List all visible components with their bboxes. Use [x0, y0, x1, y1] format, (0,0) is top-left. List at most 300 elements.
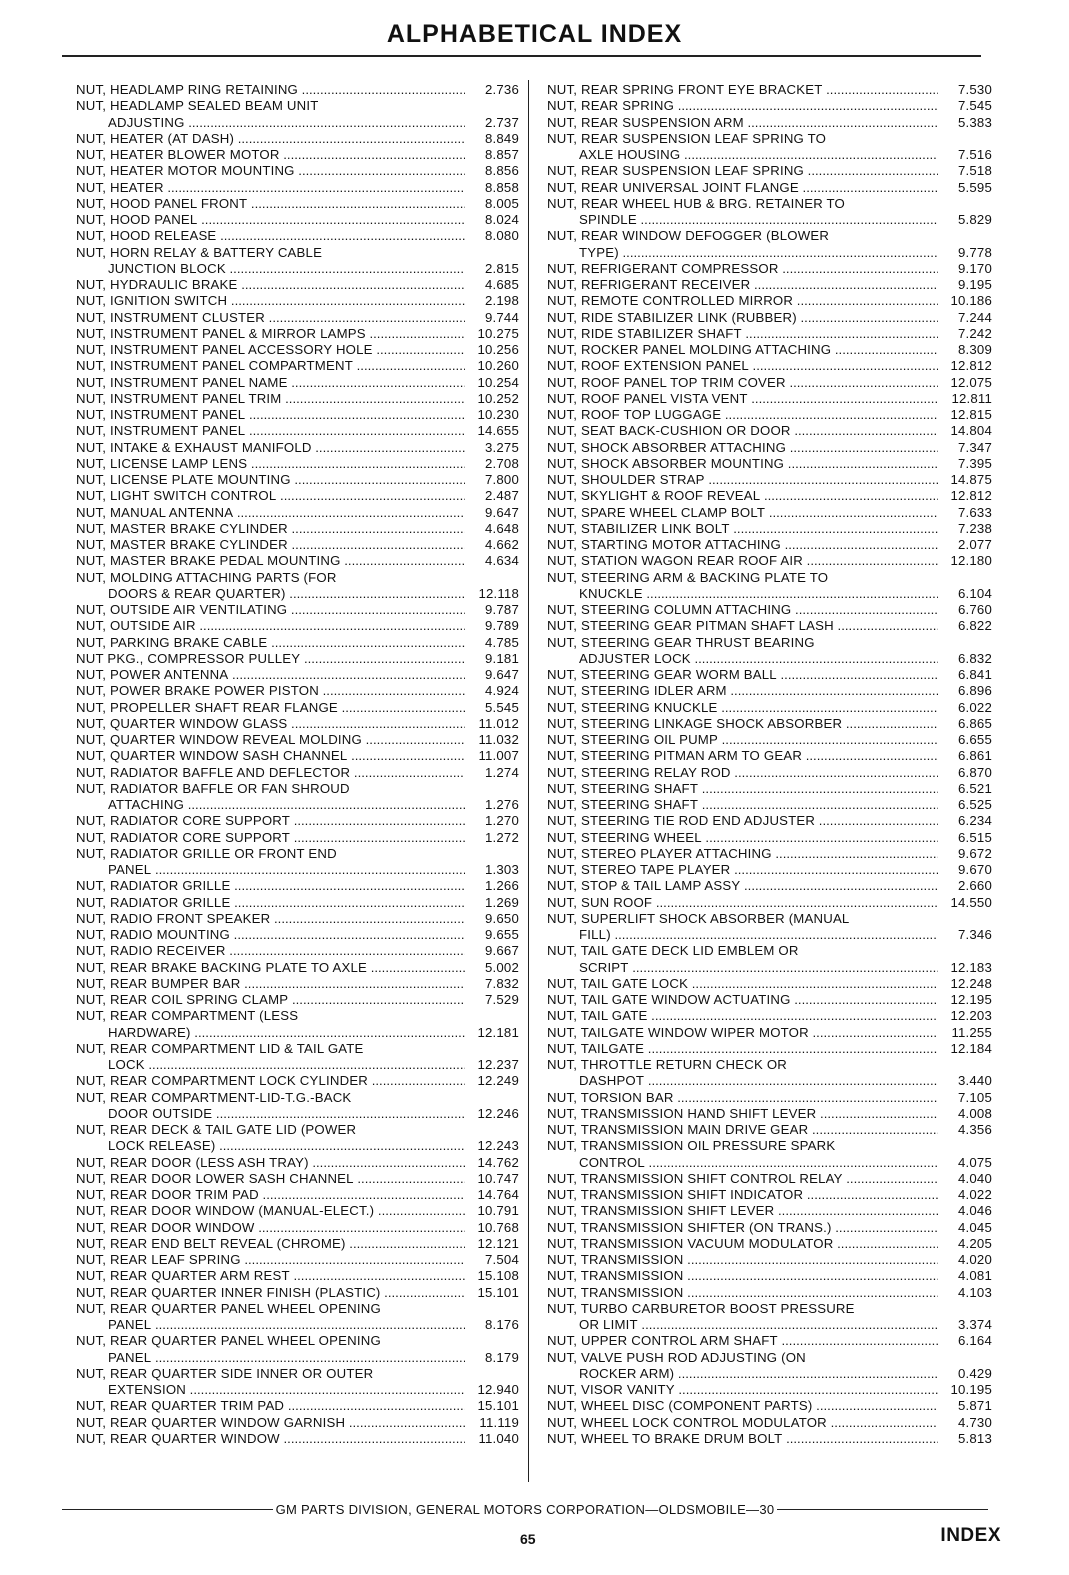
entry-reference-number: 5.545 [484, 699, 519, 715]
index-entry [547, 1187, 992, 1203]
index-entry [547, 488, 992, 504]
entry-reference-number: 8.858 [484, 179, 519, 195]
entry-description [547, 505, 938, 521]
index-entry [76, 1268, 519, 1284]
entry-text-line: NUT, HEATER ..... [76, 180, 465, 196]
entry-description [547, 277, 938, 293]
index-entry [76, 553, 519, 569]
entry-reference-number: 12.181 [477, 1024, 519, 1040]
entry-reference-number: 6.515 [957, 829, 992, 845]
entry-reference-number: 9.670 [957, 862, 992, 877]
index-entry [547, 765, 992, 781]
entry-reference-number: 7.504 [484, 1252, 519, 1267]
entry-reference-number: 11.119 [479, 1414, 519, 1430]
entry-text-line: PANEL ..... [76, 1350, 465, 1366]
entry-description [547, 1252, 938, 1268]
index-entry [76, 228, 519, 244]
entry-text-line: NUT, RIDE STABILIZER LINK (RUBBER) ..... [547, 310, 938, 326]
entry-reference-number: 6.870 [957, 764, 992, 780]
entry-text-line: NUT, SKYLIGHT & ROOF REVEAL ..... [547, 488, 938, 504]
index-entry [76, 1301, 519, 1334]
entry-text-line: NUT, STOP & TAIL LAMP ASSY ..... [547, 878, 938, 894]
entry-reference-number: 10.768 [477, 1219, 519, 1235]
index-entry [547, 1301, 992, 1334]
entry-description [76, 651, 465, 667]
entry-text-line: NUT, STEERING OIL PUMP ..... [547, 732, 938, 748]
index-entry [76, 911, 519, 927]
entry-text-line: NUT, INSTRUMENT CLUSTER ..... [76, 310, 465, 326]
entry-description [547, 228, 938, 261]
entry-text-line: NUT, HEATER BLOWER MOTOR ..... [76, 147, 465, 163]
entry-description [76, 830, 465, 846]
entry-text-line: NUT, REAR SPRING FRONT EYE BRACKET ..... [547, 82, 938, 98]
entry-reference-number: 1.270 [484, 813, 519, 829]
entry-description [76, 618, 465, 634]
entry-text-line: NUT, TAILGATE ..... [547, 1041, 938, 1057]
entry-reference-number: 12.812 [950, 488, 992, 504]
entry-text-line: NUT, STEREO PLAYER ATTACHING ..... [547, 846, 938, 862]
entry-reference-number: 8.849 [484, 130, 519, 146]
index-entry [76, 635, 519, 651]
entry-reference-number: 4.205 [957, 1235, 992, 1251]
entry-description [76, 440, 465, 456]
entry-reference-number: 7.346 [957, 927, 992, 942]
index-entry [76, 1155, 519, 1171]
entry-reference-number: 7.545 [957, 98, 992, 114]
entry-text-line: NUT, REAR QUARTER WINDOW ..... [76, 1431, 465, 1447]
entry-reference-number: 8.176 [484, 1317, 519, 1332]
entry-reference-number: 4.046 [957, 1203, 992, 1219]
entry-text-line: TYPE) ..... [547, 245, 938, 261]
entry-text-line: NUT, REAR QUARTER SIDE INNER OR OUTER [76, 1365, 374, 1381]
entry-text-line: LOCK RELEASE) ..... [76, 1138, 465, 1154]
index-entry [547, 358, 992, 374]
index-entry [76, 391, 519, 407]
entry-text-line: NUT, STEERING RELAY ROD ..... [547, 765, 938, 781]
index-entry [547, 1041, 992, 1057]
index-entry [547, 261, 992, 277]
entry-reference-number: 12.075 [950, 374, 992, 390]
entry-description [547, 1008, 938, 1024]
index-entry [76, 212, 519, 228]
index-entry [547, 1025, 992, 1041]
entry-text-line: NUT, STEERING GEAR PITMAN SHAFT LASH ..... [547, 618, 938, 634]
index-entry [76, 196, 519, 212]
entry-text-line: NUT, HOOD PANEL FRONT ..... [76, 196, 465, 212]
index-entry [76, 245, 519, 278]
index-entry [76, 131, 519, 147]
index-entry [76, 781, 519, 814]
entry-description [76, 732, 465, 748]
entry-text-line: AXLE HOUSING ..... [547, 147, 938, 163]
entry-description [547, 293, 938, 309]
index-entry [76, 505, 519, 521]
entry-description [547, 391, 938, 407]
entry-text-line: NUT, STEERING GEAR WORM BALL ..... [547, 667, 938, 683]
entry-reference-number: 2.660 [957, 878, 992, 894]
entry-description [547, 1138, 938, 1171]
right-index-column [547, 82, 992, 1447]
entry-text-line: EXTENSION ..... [76, 1382, 465, 1398]
entry-reference-number: 5.595 [957, 179, 992, 195]
entry-text-line: NUT, RADIATOR CORE SUPPORT ..... [76, 813, 465, 829]
entry-text-line: NUT, REAR QUARTER WINDOW GARNISH ..... [76, 1415, 465, 1431]
entry-text-line: NUT, TURBO CARBURETOR BOOST PRESSURE [547, 1300, 855, 1316]
entry-reference-number: 11.255 [951, 1024, 992, 1040]
entry-text-line: NUT, TRANSMISSION ..... [547, 1268, 938, 1284]
index-entry [547, 521, 992, 537]
entry-reference-number: 2.198 [484, 293, 519, 309]
index-entry [547, 683, 992, 699]
index-entry [76, 293, 519, 309]
entry-reference-number: 9.647 [484, 667, 519, 682]
entry-reference-number: 14.764 [477, 1187, 519, 1202]
entry-reference-number: 7.395 [957, 455, 992, 471]
index-entry [547, 878, 992, 894]
entry-text-line: NUT, ROOF PANEL VISTA VENT ..... [547, 391, 938, 407]
entry-text-line: NUT, SUPERLIFT SHOCK ABSORBER (MANUAL [547, 910, 850, 926]
entry-reference-number: 9.789 [484, 618, 519, 634]
entry-text-line: NUT, VALVE PUSH ROD ADJUSTING (ON [547, 1349, 806, 1365]
index-entry [547, 781, 992, 797]
entry-description [547, 602, 938, 618]
entry-text-line: NUT, MASTER BRAKE PEDAL MOUNTING ..... [76, 553, 465, 569]
entry-description [547, 570, 938, 603]
index-entry [76, 1122, 519, 1155]
entry-description [76, 1252, 465, 1268]
entry-description [547, 163, 938, 179]
entry-text-line: NUT, RADIATOR BAFFLE OR FAN SHROUD [76, 780, 350, 796]
entry-reference-number: 5.813 [957, 1430, 992, 1446]
index-entry [547, 1398, 992, 1414]
entry-description [76, 245, 465, 278]
entry-text-line: NUT, STEERING TIE ROD END ADJUSTER ..... [547, 813, 938, 829]
entry-description [547, 488, 938, 504]
entry-text-line: NUT, REAR DECK & TAIL GATE LID (POWER [76, 1122, 357, 1137]
entry-description [547, 1236, 938, 1252]
entry-text-line: NUT, REAR WHEEL HUB & BRG. RETAINER TO [547, 195, 846, 211]
index-entry [76, 943, 519, 959]
entry-reference-number: 12.243 [477, 1138, 519, 1154]
entry-text-line: NUT, STEERING ARM & BACKING PLATE TO [547, 569, 829, 585]
footer-rule-right [777, 1509, 988, 1510]
page-title: ALPHABETICAL INDEX [386, 20, 683, 48]
entry-description [547, 1220, 938, 1236]
index-entry [547, 1008, 992, 1024]
index-entry [547, 1171, 992, 1187]
entry-reference-number: 11.012 [478, 715, 519, 731]
entry-text-line: LOCK ..... [76, 1057, 465, 1073]
index-entry [547, 1431, 992, 1447]
entry-reference-number: 12.203 [950, 1008, 992, 1024]
entry-reference-number: 12.811 [951, 390, 992, 406]
entry-description [76, 878, 465, 894]
entry-reference-number: 10.791 [477, 1203, 519, 1219]
index-entry [76, 895, 519, 911]
entry-description [76, 602, 465, 618]
entry-description [547, 992, 938, 1008]
entry-description [547, 1122, 938, 1138]
entry-description [547, 846, 938, 862]
entry-description [547, 797, 938, 813]
entry-text-line: NUT, LIGHT SWITCH CONTROL ..... [76, 488, 465, 504]
index-entry [76, 651, 519, 667]
entry-reference-number: 7.238 [957, 520, 992, 536]
entry-reference-number: 3.440 [957, 1073, 992, 1089]
entry-text-line: ADJUSTER LOCK ..... [547, 651, 938, 667]
index-entry [76, 1236, 519, 1252]
entry-description [76, 375, 465, 391]
entry-reference-number: 4.924 [484, 683, 519, 699]
section-label: INDEX [940, 1525, 1001, 1546]
entry-description [547, 1057, 938, 1090]
entry-description [76, 716, 465, 732]
entry-text-line: NUT, MOLDING ATTACHING PARTS (FOR [76, 569, 337, 585]
index-entry [547, 131, 992, 164]
entry-description [76, 1203, 465, 1219]
index-entry [547, 293, 992, 309]
index-entry [547, 862, 992, 878]
entry-description [76, 911, 465, 927]
index-entry [547, 82, 992, 98]
entry-text-line: NUT, STEERING SHAFT ..... [547, 781, 938, 797]
entry-reference-number: 4.730 [957, 1414, 992, 1430]
index-entry [76, 813, 519, 829]
entry-description [76, 1073, 465, 1089]
entry-text-line: NUT, INSTRUMENT PANEL ..... [76, 407, 465, 423]
index-entry [76, 1252, 519, 1268]
entry-description [547, 1268, 938, 1284]
index-entry [547, 1268, 992, 1284]
entry-description [76, 212, 465, 228]
entry-reference-number: 12.118 [478, 585, 519, 601]
entry-reference-number: 12.812 [950, 358, 992, 374]
entry-reference-number: 8.005 [484, 195, 519, 211]
entry-description [547, 943, 938, 976]
entry-description [76, 342, 465, 358]
entry-reference-number: 12.195 [950, 992, 992, 1007]
entry-reference-number: 6.234 [957, 813, 992, 829]
entry-description [547, 326, 938, 342]
index-entry [547, 1333, 992, 1349]
entry-text-line: NUT, SUN ROOF ..... [547, 895, 938, 911]
page-number: 65 [520, 1531, 536, 1547]
entry-description [76, 391, 465, 407]
index-entry [76, 667, 519, 683]
entry-text-line: NUT, REAR COMPARTMENT LOCK CYLINDER ..... [76, 1073, 465, 1089]
entry-text-line: NUT, WHEEL TO BRAKE DRUM BOLT ..... [547, 1431, 938, 1447]
entry-description [76, 82, 465, 98]
entry-description [76, 1090, 465, 1123]
entry-reference-number: 6.832 [957, 650, 992, 666]
entry-description [547, 131, 938, 164]
entry-text-line: NUT, SHOULDER STRAP ..... [547, 472, 938, 488]
entry-text-line: NUT, TRANSMISSION SHIFT LEVER ..... [547, 1203, 938, 1219]
index-entry [547, 1236, 992, 1252]
entry-reference-number: 6.525 [957, 797, 992, 812]
entry-text-line: NUT, TRANSMISSION HAND SHIFT LEVER ..... [547, 1106, 938, 1122]
entry-reference-number: 8.024 [484, 212, 519, 227]
entry-text-line: NUT, TRANSMISSION SHIFT CONTROL RELAY ..... [547, 1171, 938, 1187]
entry-text-line: NUT, HORN RELAY & BATTERY CABLE [76, 244, 323, 260]
entry-reference-number: 6.655 [957, 732, 992, 747]
index-entry [76, 1187, 519, 1203]
entry-text-line: NUT, RADIATOR GRILLE ..... [76, 878, 465, 894]
entry-reference-number: 4.103 [957, 1284, 992, 1300]
entry-reference-number: 6.865 [957, 715, 992, 731]
entry-description [76, 521, 465, 537]
entry-text-line: NUT, INTAKE & EXHAUST MANIFOLD ..... [76, 440, 465, 456]
entry-text-line: NUT, REAR SUSPENSION LEAF SPRING ..... [547, 163, 938, 179]
index-entry [547, 1415, 992, 1431]
index-entry [547, 1220, 992, 1236]
index-entry [547, 98, 992, 114]
index-entry [76, 846, 519, 879]
entry-text-line: DASHPOT ..... [547, 1073, 938, 1089]
index-entry [547, 667, 992, 683]
entry-reference-number: 6.896 [957, 683, 992, 699]
entry-description [547, 765, 938, 781]
index-entry [76, 423, 519, 439]
entry-text-line: NUT, ROOF PANEL TOP TRIM COVER ..... [547, 375, 938, 391]
entry-reference-number: 1.269 [484, 894, 519, 910]
index-entry [547, 797, 992, 813]
index-entry [547, 716, 992, 732]
entry-text-line: NUT, REAR DOOR WINDOW (MANUAL-ELECT.) ..... [76, 1203, 465, 1219]
entry-reference-number: 4.075 [957, 1154, 992, 1170]
entry-description [76, 927, 465, 943]
index-entry [547, 911, 992, 944]
index-entry [547, 342, 992, 358]
entry-reference-number: 6.022 [957, 699, 992, 715]
index-entry [76, 1008, 519, 1041]
index-entry [76, 488, 519, 504]
index-entry [76, 618, 519, 634]
entry-text-line: JUNCTION BLOCK ..... [76, 261, 465, 277]
entry-reference-number: 12.249 [477, 1073, 519, 1089]
entry-reference-number: 7.529 [484, 992, 519, 1007]
entry-reference-number: 1.274 [484, 764, 519, 780]
index-entry [547, 943, 992, 976]
entry-text-line: NUT, REMOTE CONTROLLED MIRROR ..... [547, 293, 938, 309]
entry-text-line: ROCKER ARM) ..... [547, 1366, 938, 1382]
entry-text-line: NUT, REAR QUARTER TRIM PAD ..... [76, 1398, 465, 1414]
entry-description [547, 1415, 938, 1431]
entry-text-line: NUT, HEATER MOTOR MOUNTING ..... [76, 163, 465, 179]
entry-description [76, 1366, 465, 1399]
index-entry [547, 180, 992, 196]
entry-reference-number: 4.022 [957, 1187, 992, 1202]
entry-text-line: NUT, PARKING BRAKE CABLE ..... [76, 635, 465, 651]
index-entry [76, 960, 519, 976]
entry-description [547, 1090, 938, 1106]
index-entry [76, 1366, 519, 1399]
entry-description [76, 131, 465, 147]
entry-reference-number: 14.875 [950, 472, 992, 487]
index-entry [547, 326, 992, 342]
entry-text-line: NUT, REAR QUARTER PANEL WHEEL OPENING [76, 1300, 381, 1316]
entry-reference-number: 7.347 [957, 439, 992, 455]
index-entry [76, 1041, 519, 1074]
entry-description [547, 635, 938, 668]
entry-reference-number: 2.815 [484, 260, 519, 276]
entry-reference-number: 9.650 [484, 910, 519, 926]
index-entry [76, 537, 519, 553]
entry-text-line: NUT, STEREO TAPE PLAYER ..... [547, 862, 938, 878]
entry-description [76, 1333, 465, 1366]
index-entry [76, 992, 519, 1008]
index-entry [547, 553, 992, 569]
entry-description [76, 570, 465, 603]
entry-description [76, 976, 465, 992]
entry-description [547, 781, 938, 797]
entry-description [76, 407, 465, 423]
entry-reference-number: 8.856 [484, 163, 519, 179]
entry-text-line: NUT, LICENSE PLATE MOUNTING ..... [76, 472, 465, 488]
entry-text-line: NUT, HOOD RELEASE ..... [76, 228, 465, 244]
entry-text-line: NUT, REAR SPRING ..... [547, 98, 938, 114]
entry-description [76, 1155, 465, 1171]
index-entry [547, 700, 992, 716]
entry-text-line: NUT, INSTRUMENT PANEL COMPARTMENT ..... [76, 358, 465, 374]
entry-reference-number: 5.871 [957, 1398, 992, 1414]
entry-description [547, 830, 938, 846]
entry-description [76, 456, 465, 472]
index-entry [547, 407, 992, 423]
entry-description [547, 115, 938, 131]
entry-text-line: NUT, INSTRUMENT PANEL ..... [76, 423, 465, 439]
entry-reference-number: 4.356 [957, 1122, 992, 1137]
index-entry [76, 407, 519, 423]
entry-text-line: NUT, SEAT BACK-CUSHION OR DOOR ..... [547, 423, 938, 439]
entry-description [76, 1415, 465, 1431]
entry-description [76, 228, 465, 244]
entry-description [547, 862, 938, 878]
entry-text-line: NUT, REAR QUARTER PANEL WHEEL OPENING [76, 1333, 381, 1349]
entry-description [76, 196, 465, 212]
entry-description [547, 1333, 938, 1349]
column-divider [528, 80, 529, 1482]
entry-text-line: SPINDLE ..... [547, 212, 938, 228]
entry-description [547, 456, 938, 472]
entry-description [76, 1220, 465, 1236]
entry-reference-number: 9.181 [484, 650, 519, 666]
entry-text-line: NUT, RADIATOR CORE SUPPORT ..... [76, 830, 465, 846]
entry-text-line: NUT, TAIL GATE LOCK ..... [547, 976, 938, 992]
entry-text-line: NUT, REAR COMPARTMENT (LESS [76, 1008, 299, 1024]
entry-reference-number: 12.237 [477, 1057, 519, 1072]
entry-description [76, 277, 465, 293]
entry-reference-number: 8.080 [484, 228, 519, 244]
entry-description [547, 895, 938, 911]
entry-description [76, 748, 465, 764]
index-entry [547, 732, 992, 748]
entry-text-line: NUT, STEERING PITMAN ARM TO GEAR ..... [547, 748, 938, 764]
entry-text-line: NUT, SPARE WHEEL CLAMP BOLT ..... [547, 505, 938, 521]
entry-text-line: NUT, PROPELLER SHAFT REAR FLANGE ..... [76, 700, 465, 716]
entry-text-line: NUT, REAR COMPARTMENT-LID-T.G.-BACK [76, 1089, 352, 1105]
index-entry [76, 472, 519, 488]
entry-reference-number: 10.254 [477, 374, 519, 390]
entry-description [76, 846, 465, 879]
entry-reference-number: 4.008 [957, 1105, 992, 1121]
entry-text-line: DOORS & REAR QUARTER) ..... [76, 586, 465, 602]
index-entry [76, 375, 519, 391]
entry-text-line: NUT, TRANSMISSION VACUUM MODULATOR ..... [547, 1236, 938, 1252]
index-entry [547, 375, 992, 391]
entry-description [547, 407, 938, 423]
index-entry [76, 570, 519, 603]
